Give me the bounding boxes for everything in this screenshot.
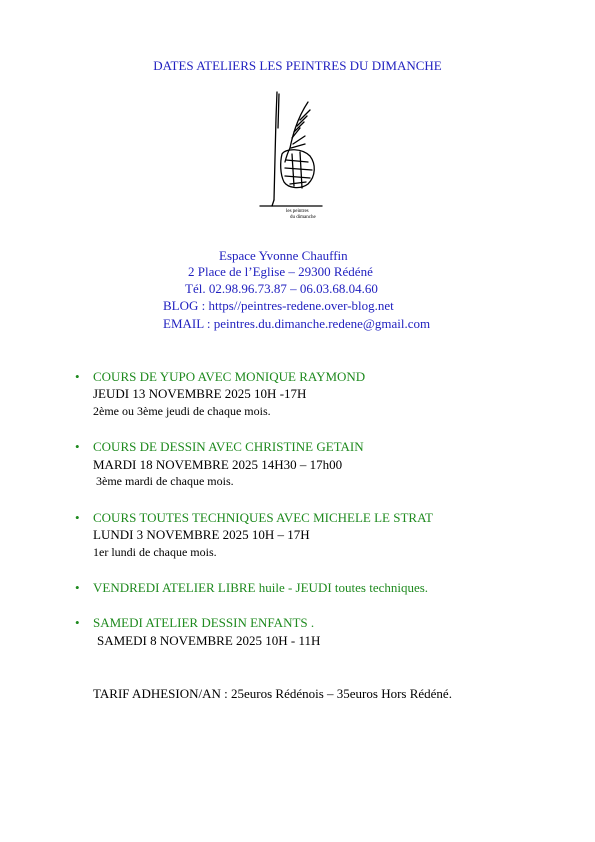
item-3-note: 1er lundi de chaque mois. [93,545,217,559]
item-1-date: JEUDI 13 NOVEMBRE 2025 10H -17H [93,386,307,401]
bullet-icon: • [75,439,80,454]
item-2-date: MARDI 18 NOVEMBRE 2025 14H30 – 17h00 [93,457,343,472]
item-1-note: 2ème ou 3ème jeudi de chaque mois. [93,404,271,418]
logo-caption-1: les peintres [286,209,309,214]
bullet-icon: • [75,510,80,525]
item-5-date: SAMEDI 8 NOVEMBRE 2025 10H - 11H [97,633,321,648]
contact-blog[interactable]: BLOG : https//peintres-redene.over-blog.net [163,298,394,313]
contact-phone: Tél. 02.98.96.73.87 – 06.03.68.04.60 [185,281,378,296]
bullet-icon: • [75,615,80,630]
contact-name: Espace Yvonne Chauffin [219,248,348,263]
item-1-heading: COURS DE YUPO AVEC MONIQUE RAYMOND [93,369,366,384]
item-4-heading: VENDREDI ATELIER LIBRE huile - JEUDI toutes techniques. [93,580,429,595]
item-3-date: LUNDI 3 NOVEMBRE 2025 10H – 17H [93,527,310,542]
logo-caption-2: du dimanche [290,215,316,220]
painter-logo-icon [250,88,340,220]
item-2-note: 3ème mardi de chaque mois. [96,474,234,488]
item-5-heading: SAMEDI ATELIER DESSIN ENFANTS . [93,615,315,630]
page-title: DATES ATELIERS LES PEINTRES DU DIMANCHE [153,58,442,73]
contact-email[interactable]: EMAIL : peintres.du.dimanche.redene@gmail.com [163,316,431,331]
bullet-icon: • [75,580,80,595]
item-2-heading: COURS DE DESSIN AVEC CHRISTINE GETAIN [93,439,364,454]
bullet-icon: • [75,369,80,384]
tarif-text: TARIF ADHESION/AN : 25euros Rédénois – 35euros Hors Rédéné. [93,686,452,701]
item-3-heading: COURS TOUTES TECHNIQUES AVEC MICHELE LE STRAT [93,510,433,525]
contact-address: 2 Place de l’Eglise – 29300 Rédéné [188,264,373,279]
